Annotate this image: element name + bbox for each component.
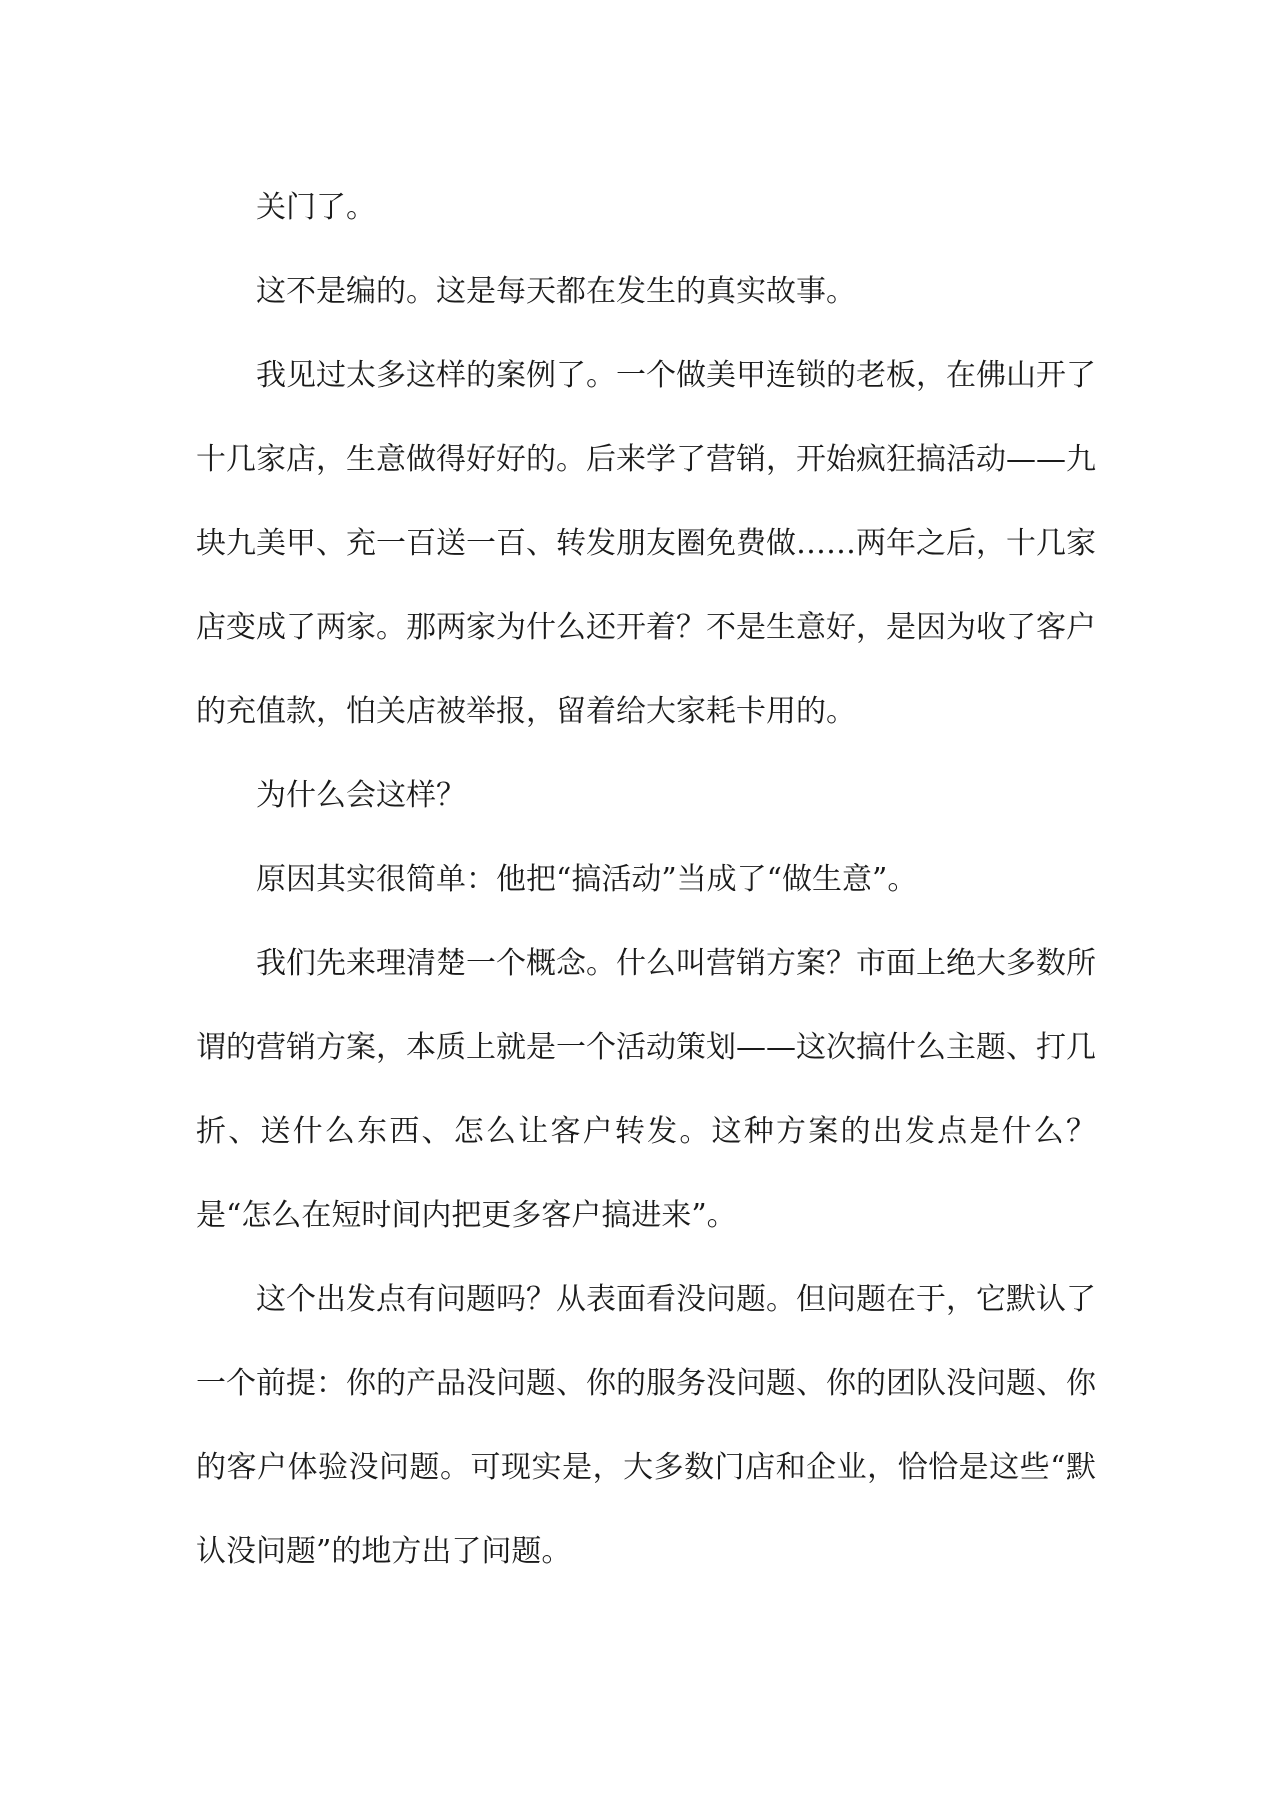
paragraph: 我见过太多这样的案例了。一个做美甲连锁的老板，在佛山开了十几家店，生意做得好好的。后来学了营销，开始疯狂搞活动——九块九美甲、充一百送一百、转发朋友圈免费做……两年之后，十几家店变成了两家。那两家为什么还开着？不是生意好，是因为收了客户的充值款，怕关店被举报，留着给大家耗卡用的。 [196,358,1096,729]
paragraph: 这个出发点有问题吗？从表面看没问题。但问题在于，它默认了一个前提：你的产品没问题、你的服务没问题、你的团队没问题、你的客户体验没问题。可现实是，大多数门店和企业，恰恰是这些“默认没问题”的地方出了问题。 [196,1282,1096,1569]
body-text [196,166,1096,1594]
paragraph: 关门了。 [256,190,376,225]
paragraph: 原因其实很简单：他把“搞活动”当成了“做生意”。 [256,862,918,897]
paragraph: 我们先来理清楚一个概念。什么叫营销方案？市面上绝大多数所谓的营销方案，本质上就是一个活动策划——这次搞什么主题、打几折、送什么东西、怎么让客户转发。这种方案的出发点是什么？是“怎么在短时间内把更多客户搞进来”。 [196,946,1096,1233]
paragraph: 这不是编的。这是每天都在发生的真实故事。 [256,274,856,309]
paragraph: 为什么会这样？ [256,778,466,813]
